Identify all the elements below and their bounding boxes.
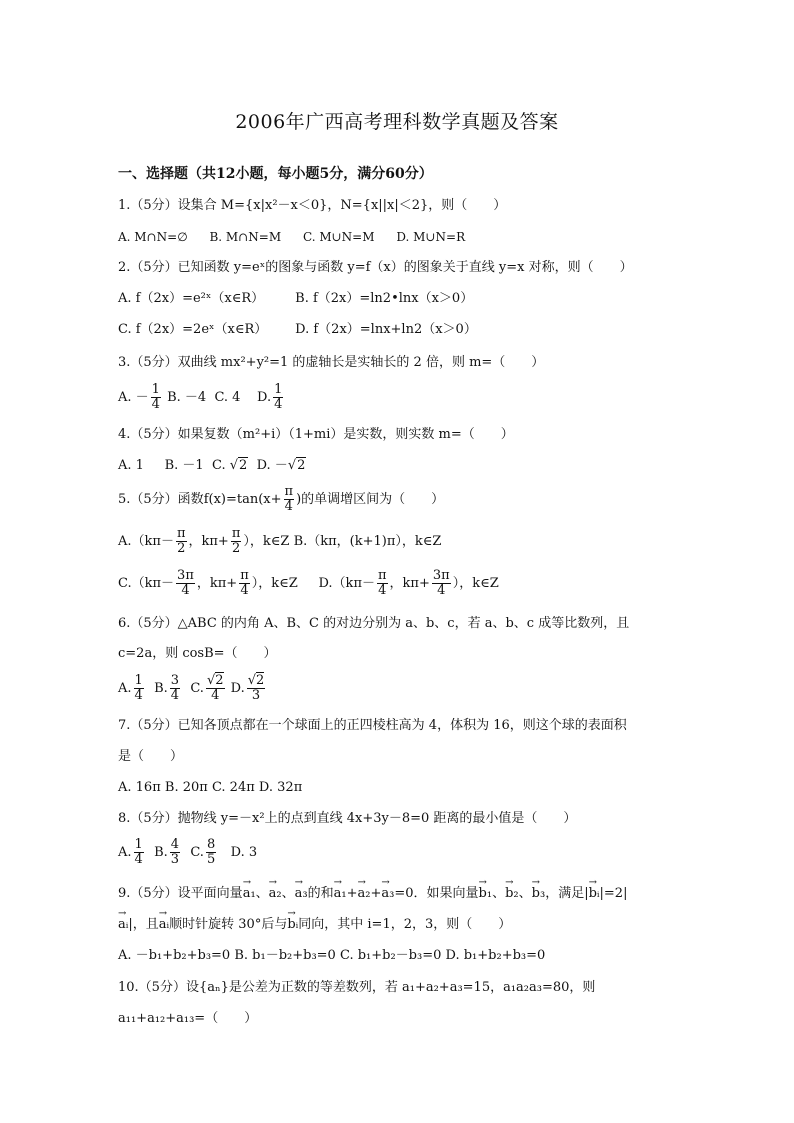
radicand: 2 — [239, 458, 248, 473]
numerator: 1 — [151, 382, 160, 397]
denominator: 4 — [134, 688, 143, 703]
numerator: 3 — [170, 673, 180, 688]
q7-stem-line1: 7.（5分）已知各顶点都在一个球面上的正四棱柱高为 4，体积为 16，则这个球的表面积 — [118, 718, 627, 733]
q8-b-label: B. — [154, 845, 168, 860]
q5-function-close: ) — [296, 492, 302, 507]
q1-stem: 1.（5分）设集合 M={x|x²－x＜0}，N={x||x|＜2}，则（ ） — [118, 198, 507, 213]
q9-text: 9.（5分）设平面向量 — [118, 886, 243, 901]
q6-stem-line2: c=2a，则 cosB=（ ） — [118, 646, 277, 661]
q6-stem-line1: 6.（5分）△ABC 的内角 A、B、C 的对边分别为 a、b、c，若 a、b、c 成等比数列，且 — [118, 616, 630, 631]
q2-option-a[interactable]: A. f（2x）=e²ˣ（x∈R） — [118, 291, 265, 306]
numerator: 3π — [177, 568, 194, 583]
numerator: 1 — [134, 673, 143, 688]
q5-option-a[interactable] — [118, 526, 290, 556]
q5-a-text: ，kπ+ — [188, 534, 229, 549]
q5-a-text: A.（kπ－ — [118, 534, 174, 549]
q9-text: ，满足| — [545, 886, 589, 901]
q5-function: f(x)=tan(x+ — [203, 492, 282, 507]
q5-d-text: D.（kπ－ — [318, 576, 375, 591]
fraction — [151, 383, 161, 412]
vector-bi: → bᵢ — [287, 917, 298, 933]
denominator: 4 — [437, 583, 446, 598]
q9-text: 顺时针旋转 30°后与 — [169, 917, 288, 932]
q3-option-b[interactable]: B. －4 — [167, 390, 207, 405]
q5-stem-text: 5.（5分）函数 — [118, 492, 204, 507]
q2-option-c[interactable]: C. f（2x）=2eˣ（x∈R） — [118, 322, 268, 337]
vector-a1: → a₁ — [334, 886, 347, 902]
numerator: 1 — [134, 837, 143, 852]
q5-d-text: ），k∈Z — [452, 576, 499, 591]
q5-c-text: C.（kπ－ — [118, 576, 175, 591]
q4-stem: 4.（5分）如果复数（m²+i）（1+mi）是实数，则实数 m=（ ） — [118, 427, 514, 442]
section-heading: 一、选择题（共12小题，每小题5分，满分60分） — [118, 166, 433, 182]
radicand: 2 — [297, 458, 306, 473]
q4-c-label: C. — [211, 458, 226, 473]
numerator: 4 — [170, 837, 180, 852]
denominator: 4 — [284, 499, 293, 514]
q5-option-b[interactable]: B.（kπ，(k+1)π），k∈Z — [293, 534, 442, 549]
fraction — [206, 838, 216, 867]
q6-option-b[interactable] — [154, 673, 182, 703]
sqrt: √2 — [287, 458, 306, 473]
denominator: 3 — [251, 688, 261, 703]
fraction — [377, 569, 388, 598]
q9-option-b[interactable]: B. b₁－b₂+b₃=0 — [234, 948, 336, 963]
q5-stem — [118, 482, 444, 518]
q8-option-c[interactable] — [190, 837, 218, 867]
vector-a3: → a₃ — [295, 886, 308, 902]
q6-c-label: C. — [190, 681, 204, 696]
q3-stem: 3.（5分）双曲线 mx²+y²=1 的虚轴长是实轴长的 2 倍，则 m=（ ） — [118, 355, 545, 370]
q9-option-a[interactable]: A. －b₁+b₂+b₃=0 — [118, 948, 231, 963]
numerator: 8 — [206, 837, 216, 852]
q9-text: 同向，其中 i=1，2，3，则（ ） — [298, 917, 512, 932]
q3-option-a[interactable] — [118, 382, 163, 412]
numerator: 1 — [274, 382, 283, 397]
denominator: 4 — [181, 583, 190, 598]
vector-ai: → aᵢ — [159, 917, 169, 933]
fraction — [176, 569, 195, 598]
vector-b3: → b₃ — [532, 886, 546, 902]
q3-a-label: A. － — [118, 390, 149, 405]
q10-stem-line1: 10.（5分）设{aₙ}是公差为正数的等差数列，若 a₁+a₂+a₃=15，a₁a₂a₃=80，则 — [118, 980, 596, 995]
vector-b1: → b₁ — [479, 886, 493, 902]
denominator: 4 — [211, 688, 220, 703]
q3-option-d[interactable] — [257, 382, 285, 412]
numerator: π — [284, 484, 294, 499]
denominator: 4 — [378, 583, 387, 598]
vector-a2: → a₂ — [269, 886, 282, 902]
q5-a-text: ），k∈Z — [243, 534, 290, 549]
q4-option-d[interactable] — [257, 458, 307, 473]
q3-d-label: D. — [257, 390, 272, 405]
q7-option-a[interactable]: A. 16π — [118, 780, 161, 795]
radicand: 2 — [256, 673, 265, 688]
q2-option-b[interactable]: B. f（2x）=ln2•lnx（x＞0） — [295, 291, 474, 306]
fraction — [134, 838, 144, 867]
numerator: 3π — [432, 568, 450, 583]
numerator: π — [377, 568, 387, 583]
denominator: 2 — [177, 541, 186, 556]
vector-a1: → a₁ — [243, 886, 256, 902]
denominator: 3 — [170, 852, 180, 867]
q8-options — [118, 835, 257, 871]
q5-stem-tail: 的单调增区间为（ ） — [301, 492, 445, 507]
denominator: 2 — [231, 541, 241, 556]
fraction — [239, 569, 250, 598]
q3-options — [118, 380, 285, 416]
q6-options — [118, 670, 267, 708]
q6-a-label: A. — [118, 681, 132, 696]
q6-option-a[interactable] — [118, 673, 146, 703]
radicand: 2 — [215, 673, 224, 688]
q5-d-text: ，kπ+ — [389, 576, 430, 591]
q5-c-text: ，kπ+ — [196, 576, 238, 591]
q10-stem-line2: a₁₁+a₁₂+a₁₃=（ ） — [118, 1011, 258, 1026]
q6-option-c[interactable] — [190, 673, 226, 703]
numerator: π — [176, 526, 186, 541]
q3-option-c[interactable]: C. 4 — [214, 390, 241, 405]
denominator: 4 — [134, 852, 143, 867]
q1-option-a[interactable]: A. M∩N=∅ — [118, 230, 188, 244]
fraction — [284, 485, 295, 514]
fraction — [176, 527, 187, 556]
q4-option-a[interactable]: A. 1 — [118, 458, 144, 473]
q9-option-c[interactable]: C. b₁+b₂－b₃=0 — [339, 948, 442, 963]
denominator: 4 — [170, 688, 180, 703]
numerator: √2 — [247, 673, 265, 688]
q9-option-d[interactable]: D. b₁+b₂+b₃=0 — [445, 948, 546, 963]
denominator: 4 — [151, 397, 160, 412]
q7-options — [118, 780, 302, 796]
q8-option-b[interactable] — [154, 837, 182, 867]
q8-a-label: A. — [118, 845, 132, 860]
q7-option-c[interactable]: C. 24π — [211, 780, 255, 795]
q7-option-b[interactable]: B. 20π — [164, 780, 208, 795]
q6-d-label: D. — [230, 681, 245, 696]
q9-stem-line2 — [118, 917, 511, 933]
q9-text: 的和 — [307, 886, 334, 901]
fraction — [170, 838, 180, 867]
q8-option-a[interactable] — [118, 837, 146, 867]
denominator: 4 — [240, 583, 249, 598]
q8-c-label: C. — [190, 845, 204, 860]
fraction — [273, 383, 283, 412]
q7-stem-line2: 是（ ） — [118, 749, 184, 764]
q2-options-row2 — [118, 322, 477, 338]
denominator: 5 — [206, 852, 216, 867]
q5-options-row2 — [118, 566, 499, 602]
q1-options — [118, 229, 483, 245]
vector-a2: → a₂ — [358, 886, 371, 902]
q6-b-label: B. — [154, 681, 168, 696]
numerator: √2 — [206, 673, 224, 688]
q8-stem: 8.（5分）抛物线 y=－x²上的点到直线 4x+3y－8=0 距离的最小值是（ ） — [118, 811, 577, 826]
fraction — [231, 527, 242, 556]
vector-b2: → b₂ — [505, 886, 519, 902]
q1-option-c[interactable]: C. M∪N=M — [302, 230, 375, 244]
fraction — [247, 674, 266, 703]
fraction — [432, 569, 451, 598]
q2-stem: 2.（5分）已知函数 y=eˣ的图象与函数 y=f（x）的图象关于直线 y=x 对称，则（ ） — [118, 260, 633, 275]
q6-option-d[interactable] — [230, 673, 268, 703]
q4-option-b[interactable]: B. －1 — [164, 458, 204, 473]
q9-text: |=2| — [599, 886, 628, 901]
q9-options — [118, 948, 545, 964]
fraction — [170, 674, 180, 703]
q2-options-row1 — [118, 291, 473, 307]
numerator: π — [240, 568, 249, 583]
q1-option-b[interactable]: B. M∩N=M — [209, 230, 282, 244]
q7-option-d[interactable]: D. 32π — [258, 780, 303, 795]
page-title: 2006年广西高考理科数学真题及答案 — [235, 111, 559, 133]
vector-bi: → bᵢ — [589, 886, 600, 902]
q1-option-d[interactable]: D. M∪N=R — [396, 230, 466, 244]
fraction — [206, 674, 225, 703]
q5-options-row1 — [118, 524, 441, 560]
q9-text: =0．如果向量 — [394, 886, 479, 901]
vector-a3: → a₃ — [381, 886, 394, 902]
denominator: 4 — [274, 397, 283, 412]
q9-stem-line1: 9.（5分）设平面向量→ a₁、→ a₂、→ a₃的和→ a₁+→ a₂+→ a₃=0．如果向量→ b₁、→ b₂、→ b₃，满足|→ bᵢ|=2| — [118, 886, 627, 902]
fraction — [134, 674, 144, 703]
q4-d-label: D. － — [256, 458, 288, 473]
q4-options — [118, 458, 306, 474]
q4-option-c[interactable] — [212, 458, 248, 473]
q8-option-d[interactable]: D. 3 — [230, 845, 258, 860]
vector-ai: → aᵢ — [118, 917, 128, 933]
q2-option-d[interactable]: D. f（2x）=lnx+ln2（x＞0） — [295, 322, 477, 337]
q5-c-text: ），k∈Z — [251, 576, 298, 591]
sqrt: √2 — [229, 458, 248, 473]
numerator: π — [231, 526, 241, 541]
q9-text: |，且 — [128, 917, 159, 932]
